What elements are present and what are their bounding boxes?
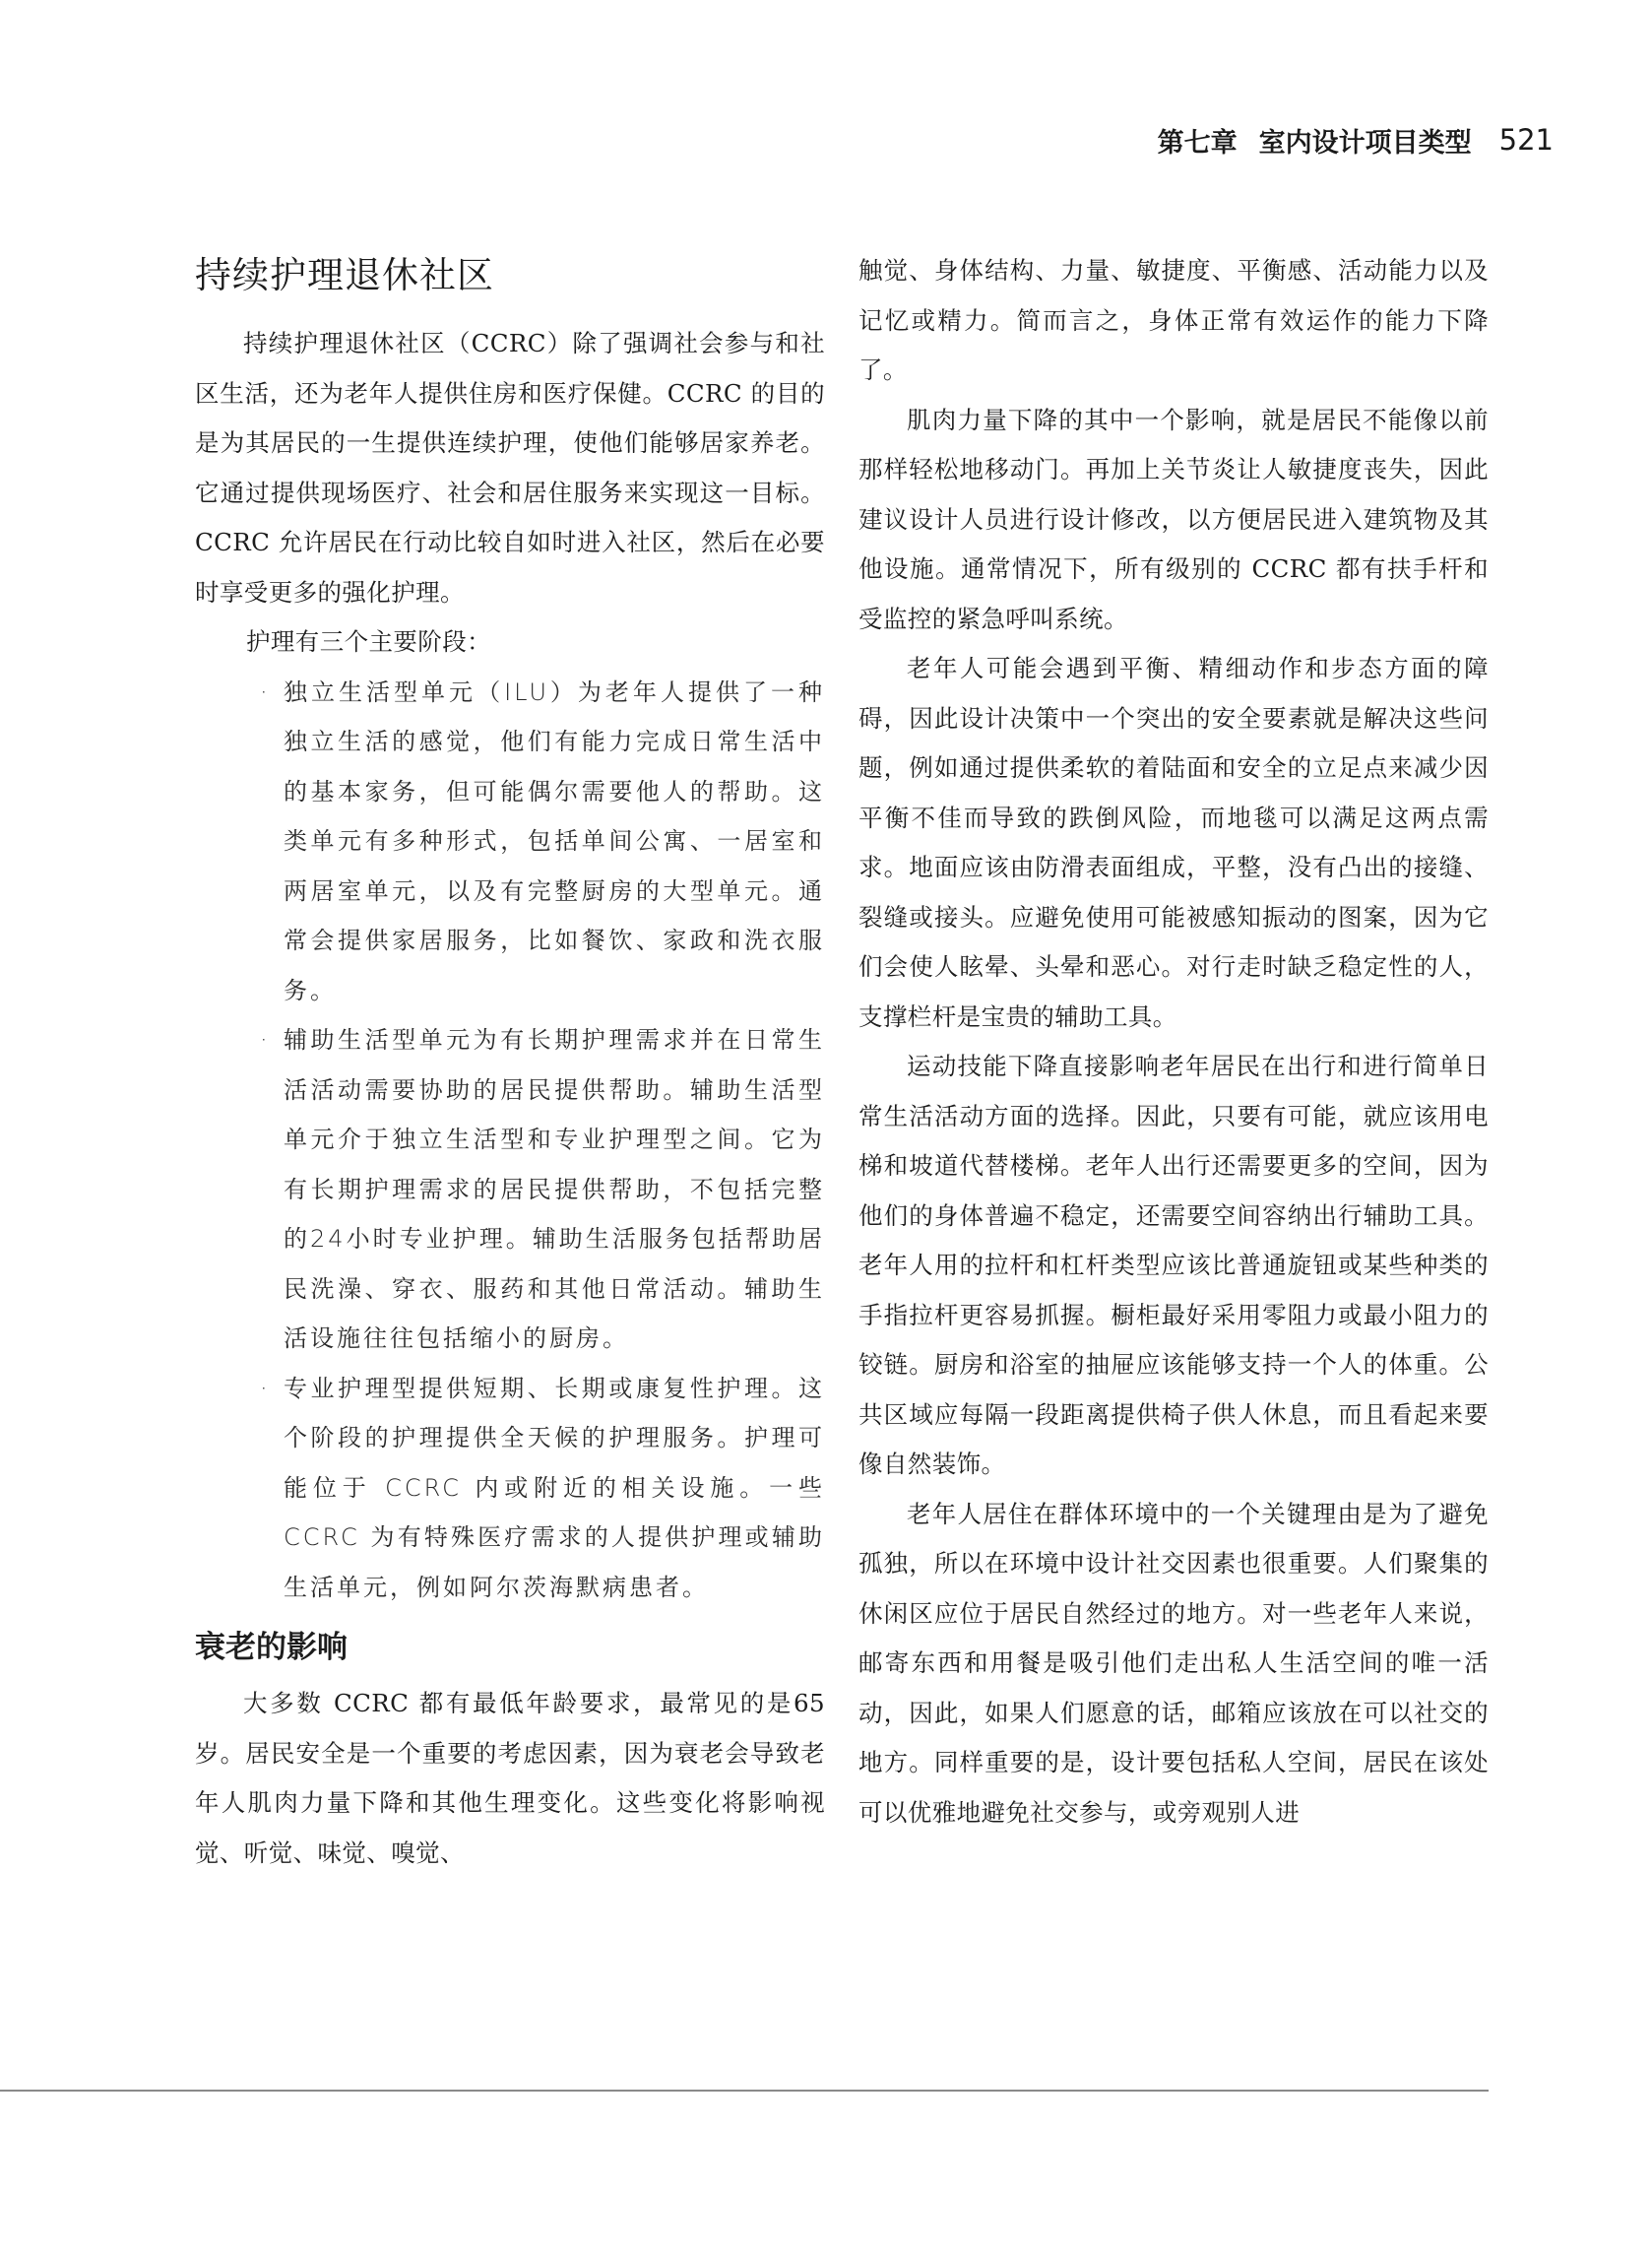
chapter-label: 第七章 [1157, 127, 1238, 159]
body-paragraph: 老年人可能会遇到平衡、精细动作和步态方面的障碍，因此设计决策中一个突出的安全要素就是解决这些问题，例如通过提供柔软的着陆面和安全的立足点来减少因平衡不佳而导致的跌倒风险，而地毯可以满足这两点需求。地面应该由防滑表面组成，平整，没有凸出的接缝、裂缝或接头。应避免使用可能被感知振动的图案，因为它们会使人眩晕、头晕和恶心。对行走时缺乏稳定性的人，支撑栏杆是宝贵的辅助工具。 [858, 654, 1489, 1031]
left-column [195, 246, 825, 1878]
footer-rule [0, 2090, 1489, 2092]
body-paragraph: 肌肉力量下降的其中一个影响，就是居民不能像以前那样轻松地移动门。再加上关节炎让人敏捷度丧失，因此建议设计人员进行设计修改，以方便居民进入建筑物及其他设施。通常情况下，所有级别的 CCRC 都有扶手杆和受监控的紧急呼叫系统。 [858, 405, 1489, 633]
body-paragraph: 运动技能下降直接影响老年居民在出行和进行简单日常生活活动方面的选择。因此，只要有可能，就应该用电梯和坡道代替楼梯。老年人出行还需要更多的空间，因为他们的身体普遍不稳定，还需要空间容纳出行辅助工具。老年人用的拉杆和杠杆类型应该比普通旋钮或某些种类的手指拉杆更容易抓握。橱柜最好采用零阻力或最小阻力的铰链。厨房和浴室的抽屉应该能够支持一个人的体重。公共区域应每隔一段距离提供椅子供人休息，而且看起来要像自然装饰。 [858, 1052, 1489, 1478]
intro-paragraph: 持续护理退休社区（CCRC）除了强调社会参与和社区生活，还为老年人提供住房和医疗保健。CCRC 的目的是为其居民的一生提供连续护理，使他们能够居家养老。它通过提供现场医疗、社会和居住服务来实现这一目标。CCRC 允许居民在行动比较自如时进入社区，然后在必要时享受更多的强化护理。 [195, 329, 825, 607]
section-title: 持续护理退休社区 [195, 254, 494, 296]
aging-paragraph: 大多数 CCRC 都有最低年龄要求，最常见的是65岁。居民安全是一个重要的考虑因素，因为衰老会导致老年人肌肉力量下降和其他生理变化。这些变化将影响视觉、听觉、味觉、嗅觉、 [195, 1689, 825, 1867]
bullet-icon: · [260, 677, 271, 706]
stage-item-independent-living [195, 668, 825, 1016]
stage-text: 独立生活型单元（ILU）为老年人提供了一种独立生活的感觉，他们有能力完成日常生活中的基本家务，但可能偶尔需要他人的帮助。这类单元有多种形式，包括单间公寓、一居室和两居室单元，以及有完整厨房的大型单元。通常会提供家居服务，比如餐饮、家政和洗衣服务。 [284, 677, 825, 1004]
continuation-paragraph: 触觉、身体结构、力量、敏捷度、平衡感、活动能力以及记忆或精力。简而言之，身体正常有效运作的能力下降了。 [858, 256, 1489, 384]
chapter-title: 室内设计项目类型 [1258, 127, 1472, 159]
stages-lead: 护理有三个主要阶段： [246, 627, 491, 656]
running-head [1158, 118, 1554, 161]
right-column [858, 246, 1489, 1838]
bullet-icon: · [260, 1026, 271, 1054]
body-paragraph: 老年人居住在群体环境中的一个关键理由是为了避免孤独，所以在环境中设计社交因素也很重要。人们聚集的休闲区应位于居民自然经过的地方。对一些老年人来说，邮寄东西和用餐是吸引他们走出私人生活空间的唯一活动，因此，如果人们愿意的话，邮箱应该放在可以社交的地方。同样重要的是，设计要包括私人空间，居民在该处可以优雅地避免社交参与，或旁观别人进 [858, 1499, 1489, 1827]
bullet-icon: · [260, 1374, 271, 1402]
subsection-title: 衰老的影响 [195, 1630, 348, 1665]
page-number: 521 [1498, 123, 1554, 157]
stage-item-skilled-nursing [195, 1364, 825, 1613]
stage-text: 辅助生活型单元为有长期护理需求并在日常生活活动需要协助的居民提供帮助。辅助生活型单元介于独立生活型和专业护理型之间。它为有长期护理需求的居民提供帮助，不包括完整的24小时专业护理。辅助生活服务包括帮助居民洗澡、穿衣、服药和其他日常活动。辅助生活设施往往包括缩小的厨房。 [284, 1026, 825, 1352]
stage-item-assisted-living [195, 1015, 825, 1364]
stages-list [195, 668, 825, 1613]
stage-text: 专业护理型提供短期、长期或康复性护理。这个阶段的护理提供全天候的护理服务。护理可能位于 CCRC 内或附近的相关设施。一些 CCRC 为有特殊医疗需求的人提供护理或辅助生活单元，例如阿尔茨海默病患者。 [284, 1374, 825, 1601]
